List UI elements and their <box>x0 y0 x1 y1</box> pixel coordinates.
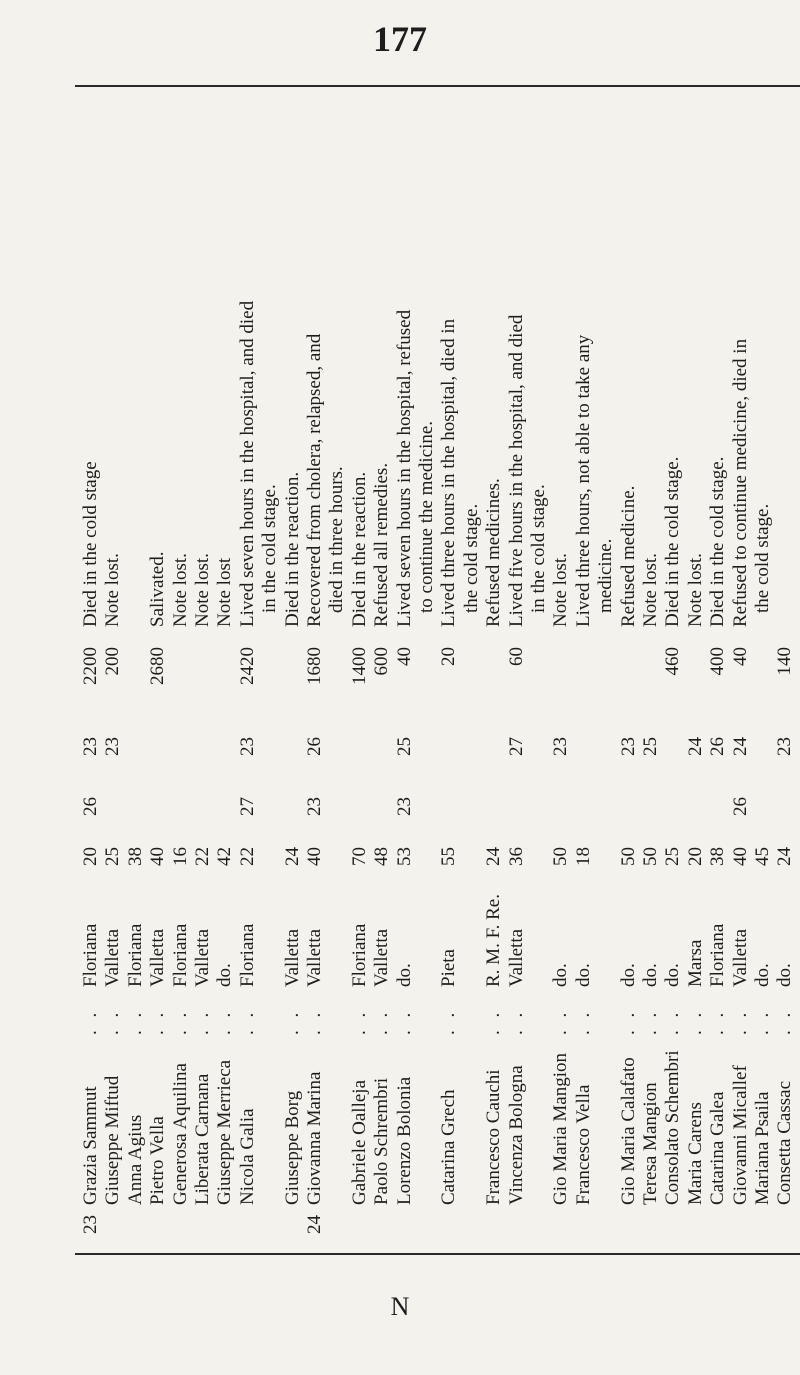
age-value: 36 <box>505 847 527 866</box>
table-row <box>483 85 505 1245</box>
age-value: 50 <box>617 847 639 866</box>
age-value: 40 <box>147 847 169 866</box>
result-note: Refused all remedies. <box>371 462 393 627</box>
result-note: Note lost. <box>102 553 124 627</box>
age-value: 24 <box>774 847 796 866</box>
result-note: Note lost. <box>192 553 213 627</box>
group-number: 23 <box>80 1215 101 1234</box>
leader-dots: . . <box>124 1008 146 1035</box>
table-row <box>685 85 707 1245</box>
quantity-value: 400 <box>707 647 729 676</box>
residence: do. <box>774 963 796 987</box>
table-row <box>550 85 572 1245</box>
result-note: Lived three hours in the hospital, died in <box>438 318 460 627</box>
admission-date: 24 <box>684 737 706 756</box>
attack-date: 26 <box>80 797 101 816</box>
admission-date: 23 <box>102 737 124 756</box>
table-row <box>416 85 438 1245</box>
result-note: Died in the cold stage. <box>707 456 729 627</box>
leader-dots: . . <box>102 1008 124 1035</box>
patient-name: Giuseppe Miftud <box>102 1075 124 1205</box>
residence: Marsa <box>684 939 706 987</box>
table-row <box>371 85 393 1245</box>
leader-dots: . . <box>371 1008 393 1035</box>
admission-date: 25 <box>640 737 661 756</box>
residence: do. <box>640 963 661 987</box>
quantity-value: 40 <box>729 647 751 666</box>
bottom-rule <box>75 1253 800 1255</box>
quantity-value: 140 <box>774 647 796 676</box>
table-row <box>707 85 729 1245</box>
result-note: Refused medicine. <box>617 485 639 627</box>
table-row <box>282 85 304 1245</box>
patient-name: Pietro Vella <box>147 1116 169 1205</box>
table-row <box>80 85 102 1245</box>
patient-name: Anna Agius <box>124 1114 146 1205</box>
quantity-value: 1400 <box>348 647 370 685</box>
leader-dots: . . <box>729 1008 751 1035</box>
residence: Valletta <box>505 928 527 987</box>
attack-date: 23 <box>304 797 325 816</box>
result-note: Died in the cold stage. <box>662 456 684 627</box>
patient-name: Lorenzo Bolonia <box>393 1076 415 1205</box>
residence: Pieta <box>438 949 460 987</box>
age-value: 25 <box>662 847 684 866</box>
leader-dots: . . <box>505 1008 527 1035</box>
table-row <box>662 85 684 1245</box>
residence: Floriana <box>236 923 258 987</box>
residence: Floriana <box>348 923 370 987</box>
admission-date: 26 <box>304 737 325 756</box>
table-row <box>147 85 169 1245</box>
table-row <box>192 85 214 1245</box>
age-value: 38 <box>124 847 146 866</box>
quantity-value: 2200 <box>80 647 101 685</box>
attack-date: 23 <box>393 797 415 816</box>
leader-dots: . . <box>214 1008 236 1035</box>
patient-name: Liberata Carnana <box>192 1073 213 1205</box>
result-note: the cold stage. <box>752 503 773 613</box>
leader-dots: . . <box>752 1008 773 1035</box>
result-note: Note lost. <box>684 553 706 627</box>
leader-dots: . . <box>192 1008 213 1035</box>
admission-date: 23 <box>617 737 639 756</box>
signature-mark: N <box>390 1292 410 1321</box>
residence: Valletta <box>371 928 393 987</box>
table-row <box>595 85 617 1245</box>
table-row <box>102 85 124 1245</box>
table-row <box>618 85 640 1245</box>
admission-date: 23 <box>550 737 572 756</box>
age-value: 22 <box>192 847 213 866</box>
result-note: Died in the reaction. <box>281 471 303 627</box>
patient-name: Paolo Schrembri <box>371 1077 393 1205</box>
table-row <box>774 85 796 1245</box>
table-row <box>506 85 528 1245</box>
leader-dots: . . <box>393 1008 415 1035</box>
residence: do. <box>550 963 572 987</box>
leader-dots: . . <box>80 1008 101 1035</box>
table-row <box>125 85 147 1245</box>
leader-dots: . . <box>707 1008 729 1035</box>
patient-name: Maria Carens <box>684 1102 706 1205</box>
residence: Valletta <box>102 928 124 987</box>
table-row <box>752 85 774 1245</box>
table-row <box>438 85 460 1245</box>
age-value: 55 <box>438 847 460 866</box>
leader-dots: . . <box>348 1008 370 1035</box>
age-value: 50 <box>640 847 661 866</box>
quantity-value: 1680 <box>304 647 325 685</box>
leader-dots: . . <box>640 1008 661 1035</box>
residence: do. <box>617 963 639 987</box>
patient-name: Generosa Aquilina <box>169 1063 191 1205</box>
patient-name: Francesco Cauchi <box>483 1069 505 1205</box>
page-number: 177 <box>373 19 427 59</box>
result-note: Note lost. <box>550 553 572 627</box>
leader-dots: . . <box>304 1008 325 1035</box>
age-value: 24 <box>281 847 303 866</box>
table-row <box>640 85 662 1245</box>
admission-date: 23 <box>80 737 101 756</box>
patient-name: Francesco Vella <box>572 1084 594 1205</box>
table-row <box>573 85 595 1245</box>
admission-date: 27 <box>505 737 527 756</box>
leader-dots: . . <box>550 1008 572 1035</box>
table-row <box>461 85 483 1245</box>
result-note: in the cold stage. <box>259 484 281 613</box>
age-value: 70 <box>348 847 370 866</box>
age-value: 48 <box>371 847 393 866</box>
admission-date: 23 <box>236 737 258 756</box>
result-note: to continue the medicine. <box>416 420 437 613</box>
result-note: Died in the cold stage <box>80 461 101 627</box>
residence: Floriana <box>707 923 729 987</box>
quantity-value: 2680 <box>147 647 169 685</box>
age-value: 40 <box>729 847 751 866</box>
table-row <box>326 85 348 1245</box>
result-note: the cold stage. <box>460 503 482 613</box>
admission-date: 24 <box>729 737 751 756</box>
table-row <box>214 85 236 1245</box>
patient-name: Catarina Grech <box>438 1089 460 1205</box>
leader-dots: . . <box>617 1008 639 1035</box>
result-note: died in three hours. <box>326 466 348 613</box>
admission-date: 23 <box>774 737 796 756</box>
age-value: 20 <box>80 847 101 866</box>
age-value: 53 <box>393 847 415 866</box>
table-row <box>349 85 371 1245</box>
residence: Valletta <box>192 928 213 987</box>
residence: Valletta <box>729 928 751 987</box>
quantity-value: 600 <box>371 647 393 676</box>
result-note: Note lost <box>214 557 236 627</box>
residence: Floriana <box>169 923 191 987</box>
leader-dots: . . <box>438 1008 460 1035</box>
quantity-value: 2420 <box>236 647 258 685</box>
patient-name: Mariana Psaila <box>752 1091 773 1205</box>
result-note: Note lost. <box>169 553 191 627</box>
residence: do. <box>662 963 684 987</box>
group-number: 24 <box>304 1215 325 1234</box>
table-row <box>730 85 752 1245</box>
residence: Valletta <box>147 928 169 987</box>
attack-date: 27 <box>236 797 258 816</box>
result-note: Recovered from cholera, relapsed, and <box>304 333 325 627</box>
result-note: Lived seven hours in the hospital, and died <box>236 300 258 627</box>
residence: do. <box>572 963 594 987</box>
result-note: Lived seven hours in the hospital, refused <box>393 309 415 627</box>
patient-name: Giuseppe Borg <box>281 1090 303 1205</box>
patient-name: Nicola Galia <box>236 1108 258 1205</box>
patient-name: Consolato Schembri <box>662 1050 684 1205</box>
patient-name: Consetta Cassac <box>774 1080 796 1205</box>
residence: do. <box>752 963 773 987</box>
leader-dots: . . <box>662 1008 684 1035</box>
age-value: 22 <box>236 847 258 866</box>
attack-date: 26 <box>729 797 751 816</box>
leader-dots: . . <box>572 1008 594 1035</box>
patient-name: Grazia Sammut <box>80 1086 101 1205</box>
leader-dots: . . <box>281 1008 303 1035</box>
quantity-value: 200 <box>102 647 124 676</box>
quantity-value: 20 <box>438 647 460 666</box>
age-value: 25 <box>102 847 124 866</box>
patient-name: Giovanna Marina <box>304 1071 325 1205</box>
age-value: 40 <box>304 847 325 866</box>
age-value: 18 <box>572 847 594 866</box>
leader-dots: . . <box>774 1008 796 1035</box>
quantity-value: 40 <box>393 647 415 666</box>
patient-name: Gio Maria Mangion <box>550 1053 572 1205</box>
result-note: Died in the reaction. <box>348 471 370 627</box>
age-value: 16 <box>169 847 191 866</box>
table-row <box>394 85 416 1245</box>
admission-date: 26 <box>707 737 729 756</box>
quantity-value: 460 <box>662 647 684 676</box>
cholera-case-table <box>80 85 800 1245</box>
admission-date: 25 <box>393 737 415 756</box>
result-note: Lived three hours, not able to take any <box>572 334 594 627</box>
table-row <box>237 85 259 1245</box>
table-row <box>304 85 326 1245</box>
patient-name: Gio Maria Calafato <box>617 1057 639 1205</box>
residence: Valletta <box>281 928 303 987</box>
leader-dots: . . <box>236 1008 258 1035</box>
age-value: 42 <box>214 847 236 866</box>
residence: do. <box>393 963 415 987</box>
table-row <box>528 85 550 1245</box>
patient-name: Giovanni Micallef <box>729 1065 751 1205</box>
residence: do. <box>214 963 236 987</box>
residence: Floriana <box>80 923 101 987</box>
table-row <box>259 85 281 1245</box>
result-note: Note lost. <box>640 553 661 627</box>
result-note: Refused to continue medicine, died in <box>729 338 751 627</box>
age-value: 45 <box>752 847 773 866</box>
table-row <box>170 85 192 1245</box>
age-value: 50 <box>550 847 572 866</box>
result-note: medicine. <box>595 538 617 613</box>
leader-dots: . . <box>169 1008 191 1035</box>
patient-name: Giuseppe Merrieca <box>214 1059 236 1205</box>
leader-dots: . . <box>483 1008 505 1035</box>
quantity-value: 60 <box>505 647 527 666</box>
result-note: Salivated. <box>147 551 169 627</box>
result-note: Refused medicines. <box>483 478 505 627</box>
patient-name: Vincenza Bologna <box>505 1065 527 1205</box>
age-value: 24 <box>483 847 505 866</box>
result-note: in the cold stage. <box>528 484 549 613</box>
age-value: 20 <box>684 847 706 866</box>
leader-dots: . . <box>147 1008 169 1035</box>
patient-name: Gabriele Oalleja <box>348 1079 370 1205</box>
leader-dots: . . <box>684 1008 706 1035</box>
result-note: Lived five hours in the hospital, and died <box>505 314 527 627</box>
age-value: 38 <box>707 847 729 866</box>
residence: Floriana <box>124 923 146 987</box>
residence: R. M. F. Re. <box>483 894 505 987</box>
patient-name: Teresa Mangion <box>640 1082 661 1205</box>
patient-name: Catarina Galea <box>707 1091 729 1205</box>
residence: Valletta <box>304 928 325 987</box>
